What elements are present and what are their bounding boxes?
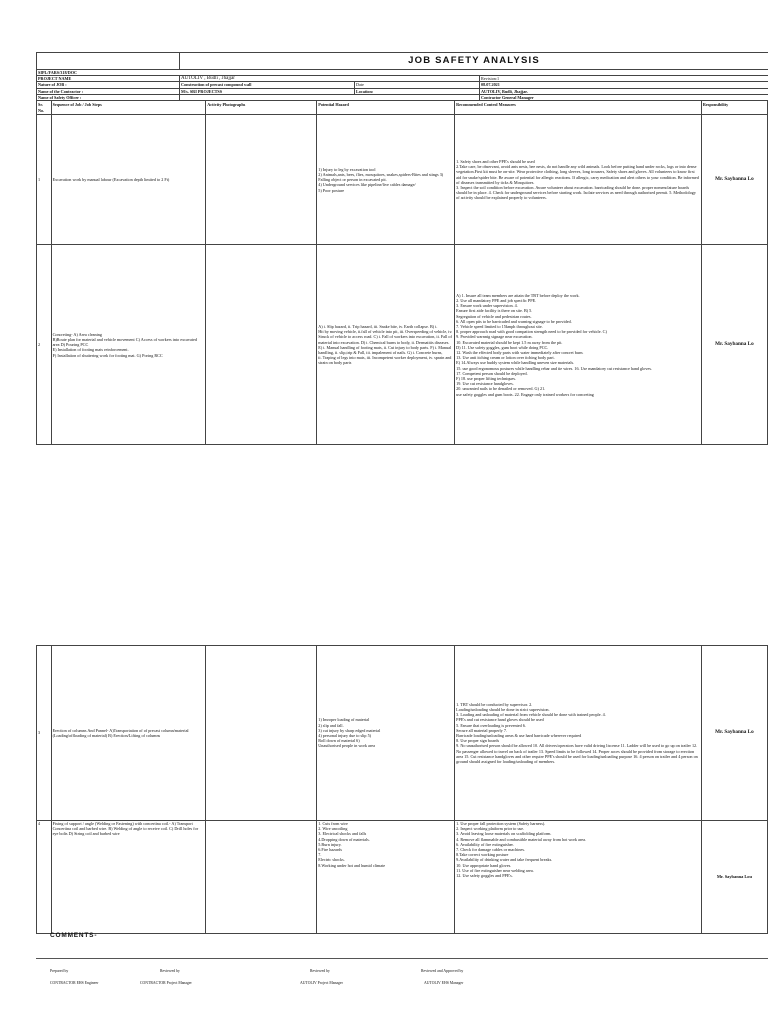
reviewed-by-2: Reviewed by [310,969,330,973]
row-sequence: Erection of columns And Pannel- A)Transportation of of precast column/material (Loading/offloading of material) B) Erection/Lifting of columns [51,646,206,821]
row-sequence: Excavation work by manual labour (Excavation depth limited to 2 Ft) [51,115,206,245]
contractor-value: M/s. SRI PROJECTSS [180,88,355,94]
row-sr: 1 [37,115,52,245]
table-row [37,646,768,821]
jsa-table-bottom [36,645,768,934]
nature-label: Nature of JOB : [37,82,180,88]
date-label: Date [355,82,480,88]
header-sr: Sr. No. [37,101,52,115]
safety-officer-label: Name of Safety Officer : [37,94,180,100]
header-responsibility: Responsibility [701,101,767,115]
row-controls: 1. Safety shoes and other PPE's should be used 2.Take care, be observant, avoid ants nests, bee nests, do not handle any wild animals. Look before putting hand under rocks, logs or into dense vegetation.First kit must be on-site. Wear protective clothing, long sleeves, long trousers, Safety shoes and gloves. All volunteers to know first aid for snake/spider bite. Be aware of potential for allergic reactions. If allergic, carry medication and alert others to your condition. Be informed of diseases transmitted by ticks & Mosquitoes. 3. Inspect the soil condition before excavation. Aware volunteer about excavation. barricading should be done. proper nomenclature boards should be in place. 4. Check for underground services before starting work. Isolate services as need through authorised permit. 5. Methodology of activity should be explained properly to volunteers. [455,115,702,245]
location-value: AUTOLIV, Budli, Jhajjar. [480,88,768,94]
header-controls: Recommended Control Measures [455,101,702,115]
jsa-sheet-bottom [36,645,768,934]
doc-code: SIPL/FARS/318/DOC [37,70,768,76]
row-hazard: 1) Injury to leg by excavation tool 2) Animals,ants, bees, flies, mosquitoes, snakes,spiders-Bites and stings 3) Falling object or person in excavated pit. 4) Underground services like pipeline/live cables damage/ 5) Poor posture [317,115,455,245]
location-label: Location: [355,88,480,94]
row-sequence: Fixing of support / angle (Welding or Fastening) with concertina coil.- A) Transport Concertina coil and barbed wire. B) Welding of angle to receive coil. C) Drill holes for eye bolts D) String coil and barbed wire [51,821,206,934]
header-hazard: Potential Hazard [317,101,455,115]
row-responsibility: Mr. Saybanna Lou [701,821,767,934]
row-sr: 4 [37,821,52,934]
date-value: 08.07.2021 [480,82,768,88]
reviewed-role-2: AUTOLIV Project Manager [300,981,343,985]
manager-label: Contractor General Manager [480,94,768,100]
jsa-table-top [36,100,768,445]
row-photo [206,646,317,821]
row-responsibility: Mr. Saybanna Lo [701,646,767,821]
prepared-by: Prepared by [50,969,69,973]
blank-cell [37,53,180,70]
page-title: JOB SAFETY ANALYSIS [180,53,768,70]
approved-role: AUTOLIV EHS Manager [424,981,464,985]
nature-value: Construction of precast compound wall [180,82,355,88]
row-photo [206,115,317,245]
project-value: AUTOLIV , Budli , Jhajjar [180,76,480,82]
row-sr: 3 [37,646,52,821]
revision-label: Revision:1 [480,76,768,82]
row-responsibility: Mr. Saybanna Lo [701,115,767,245]
row-controls: A) 1. Insure all team members are attain the TBT before deploy the work. 2. Use all mandatory PPE and job specific PPE. 3. Ensure work under supervision. 4. Ensure first aide facility is there on site. B) 5. Segregation of vehicle and pedestrian routes. 6. All open pits to be barricaded and warning signage to be provided. 7. Vehicle speed limited to 15kmph throughout site. 8. proper approach road with good compation strength need to be provided for vehicle. C) 9. Provided warnnig signage near excavation. 10. Excavated material should be kept 1.5 m away from the pit. D) 11. Use safety goggles, gum boot while doing PCC. 12. Wash the effected body parts with water immediately after concret burn. 13. Use anti itching cream or lotion over itching body part. E) 14.Always use buddy system while handling uneven size materials. 15. use good ergonomous postures while handling rebar and tie wires. 16. Use mandatory cut resistance hand gloves. 17. Competent person should be deployed. F) 18. use proper lifting techniques. 19. Use cut resistance handgloves. 20. unwanted nails to be denailed or removed. G) 21. use safety goggles and gum boots. 22. Engage only trained workers for concreting [455,245,702,445]
header-table [36,52,768,101]
row-photo [206,245,317,445]
row-hazard: A) i. Slip hazard, ii. Trip hazard, iii. Snake bite, iv. Earth collapse. B) i. Hit by moving vehicle, ii.fall of vehicle into pit, iii. Overspeeding of vehicle, iv. Struck of vehicle to access road. C) i. Fall of workers into excavation, ii. Fall of material into excavation. D) i. Chemical burns to body, ii. Dermatitis diseases. E) i. Manual handling of footing mats, ii. Cut injury to body parts. F) i. Manual handling, ii. slip,trip & Fall, iii. impalement of nails. G) i. Concrete burns, ii. Traping of legs into mats, iii. Incompetent worker deployment, iv. sprain and strain on body parts [317,245,455,445]
jsa-sheet-top [36,52,768,445]
approved-by: Reviewed and Approved by [421,969,464,973]
row-controls: 1. Use proper fall protection system (Safety harness). 2. Inspect working platform prior to use. 3. Avoid leaving loose materials on scaffolding platform. 4. Remove all flammable and combustible material away from hot work area. 6. Availability of fire extinguisher. 7. Check for damage cables or machines. 8.Take correct working posture 9.Availability of drinking water and take frequent breaks. 10. Use appropriate hand gloves. 11. Use of fire extinguisher near welding area. 12. Use safety goggles and PPE's. [455,821,702,934]
reviewed-role-1: CONTRACTOR Project Manager [140,981,192,985]
divider [36,958,768,959]
column-headers [37,101,768,115]
row-hazard: 1) Imroper loading of material 2) slip and fall. 3) cut injury by sharp edged material 4) personal injury due to slip 5) Roll down of material 6) Unauthorised people in work area [317,646,455,821]
project-label: PROJECT NAME [37,76,180,82]
contractor-label: Name of the Contractor : [37,88,180,94]
row-controls: 1. TBT should be conducted by supervisor. 2. Loading/unloading should be done in strict supervision. 3. Loading and unloading of material from vehicle should be done with trained people. 4. PPE's and cut resistance hand gloves should be used 5. Ensure that overloading is prevented 6. Secure all material properly 7. Barricade loading/unloading areas & use hard barricade wherever required 8. Use proper sign boards 9. No unauthorised person should be allowed 10. All drivers/operators have valid driving liscense 11. Ladder will be used to go up on trailer 12. No passenger allowed to travel on back of trailer 13. Speed limits to be followed 14. Proper acces should be provided from storage to erection area 15. Cut resistance handgloves and other require PPE's should be used for loading/unloading purpose 16. 4 person on trailer and 4 person on ground should assigned for loading/unloading of members. [455,646,702,821]
row-photo [206,821,317,934]
row-hazard: 1. Cuts from wire 2. Wire uncoiling 3. Electrical shocks and falls 4.Dropping down of materials. 5.Burn injury. 6.Fire hazards 7. Electric shocks. 8.Working under hot and humid climate [317,821,455,934]
table-row [37,821,768,934]
table-row [37,115,768,245]
prepared-role: CONTRACTOR EHS Engineer [50,981,99,985]
row-sr: 2 [37,245,52,445]
header-photos: Activity Photographs [206,101,317,115]
row-responsibility: Mr. Saybanna Lo [701,245,767,445]
comments-label: COMMENTS- [50,932,98,939]
header-sequence: Sequence of Job / Job Steps [51,101,206,115]
reviewed-by-1: Reviewed by [160,969,180,973]
table-row [37,245,768,445]
row-sequence: Concreting- A) Area cleaning B)Route plan for material and vehicle movement C) Access of workers into excavated area D) Pouring PCC E) Installation of footing mats reinforcement. F) Installation of shuttering work for footing mat. G) Poring RCC [51,245,206,445]
